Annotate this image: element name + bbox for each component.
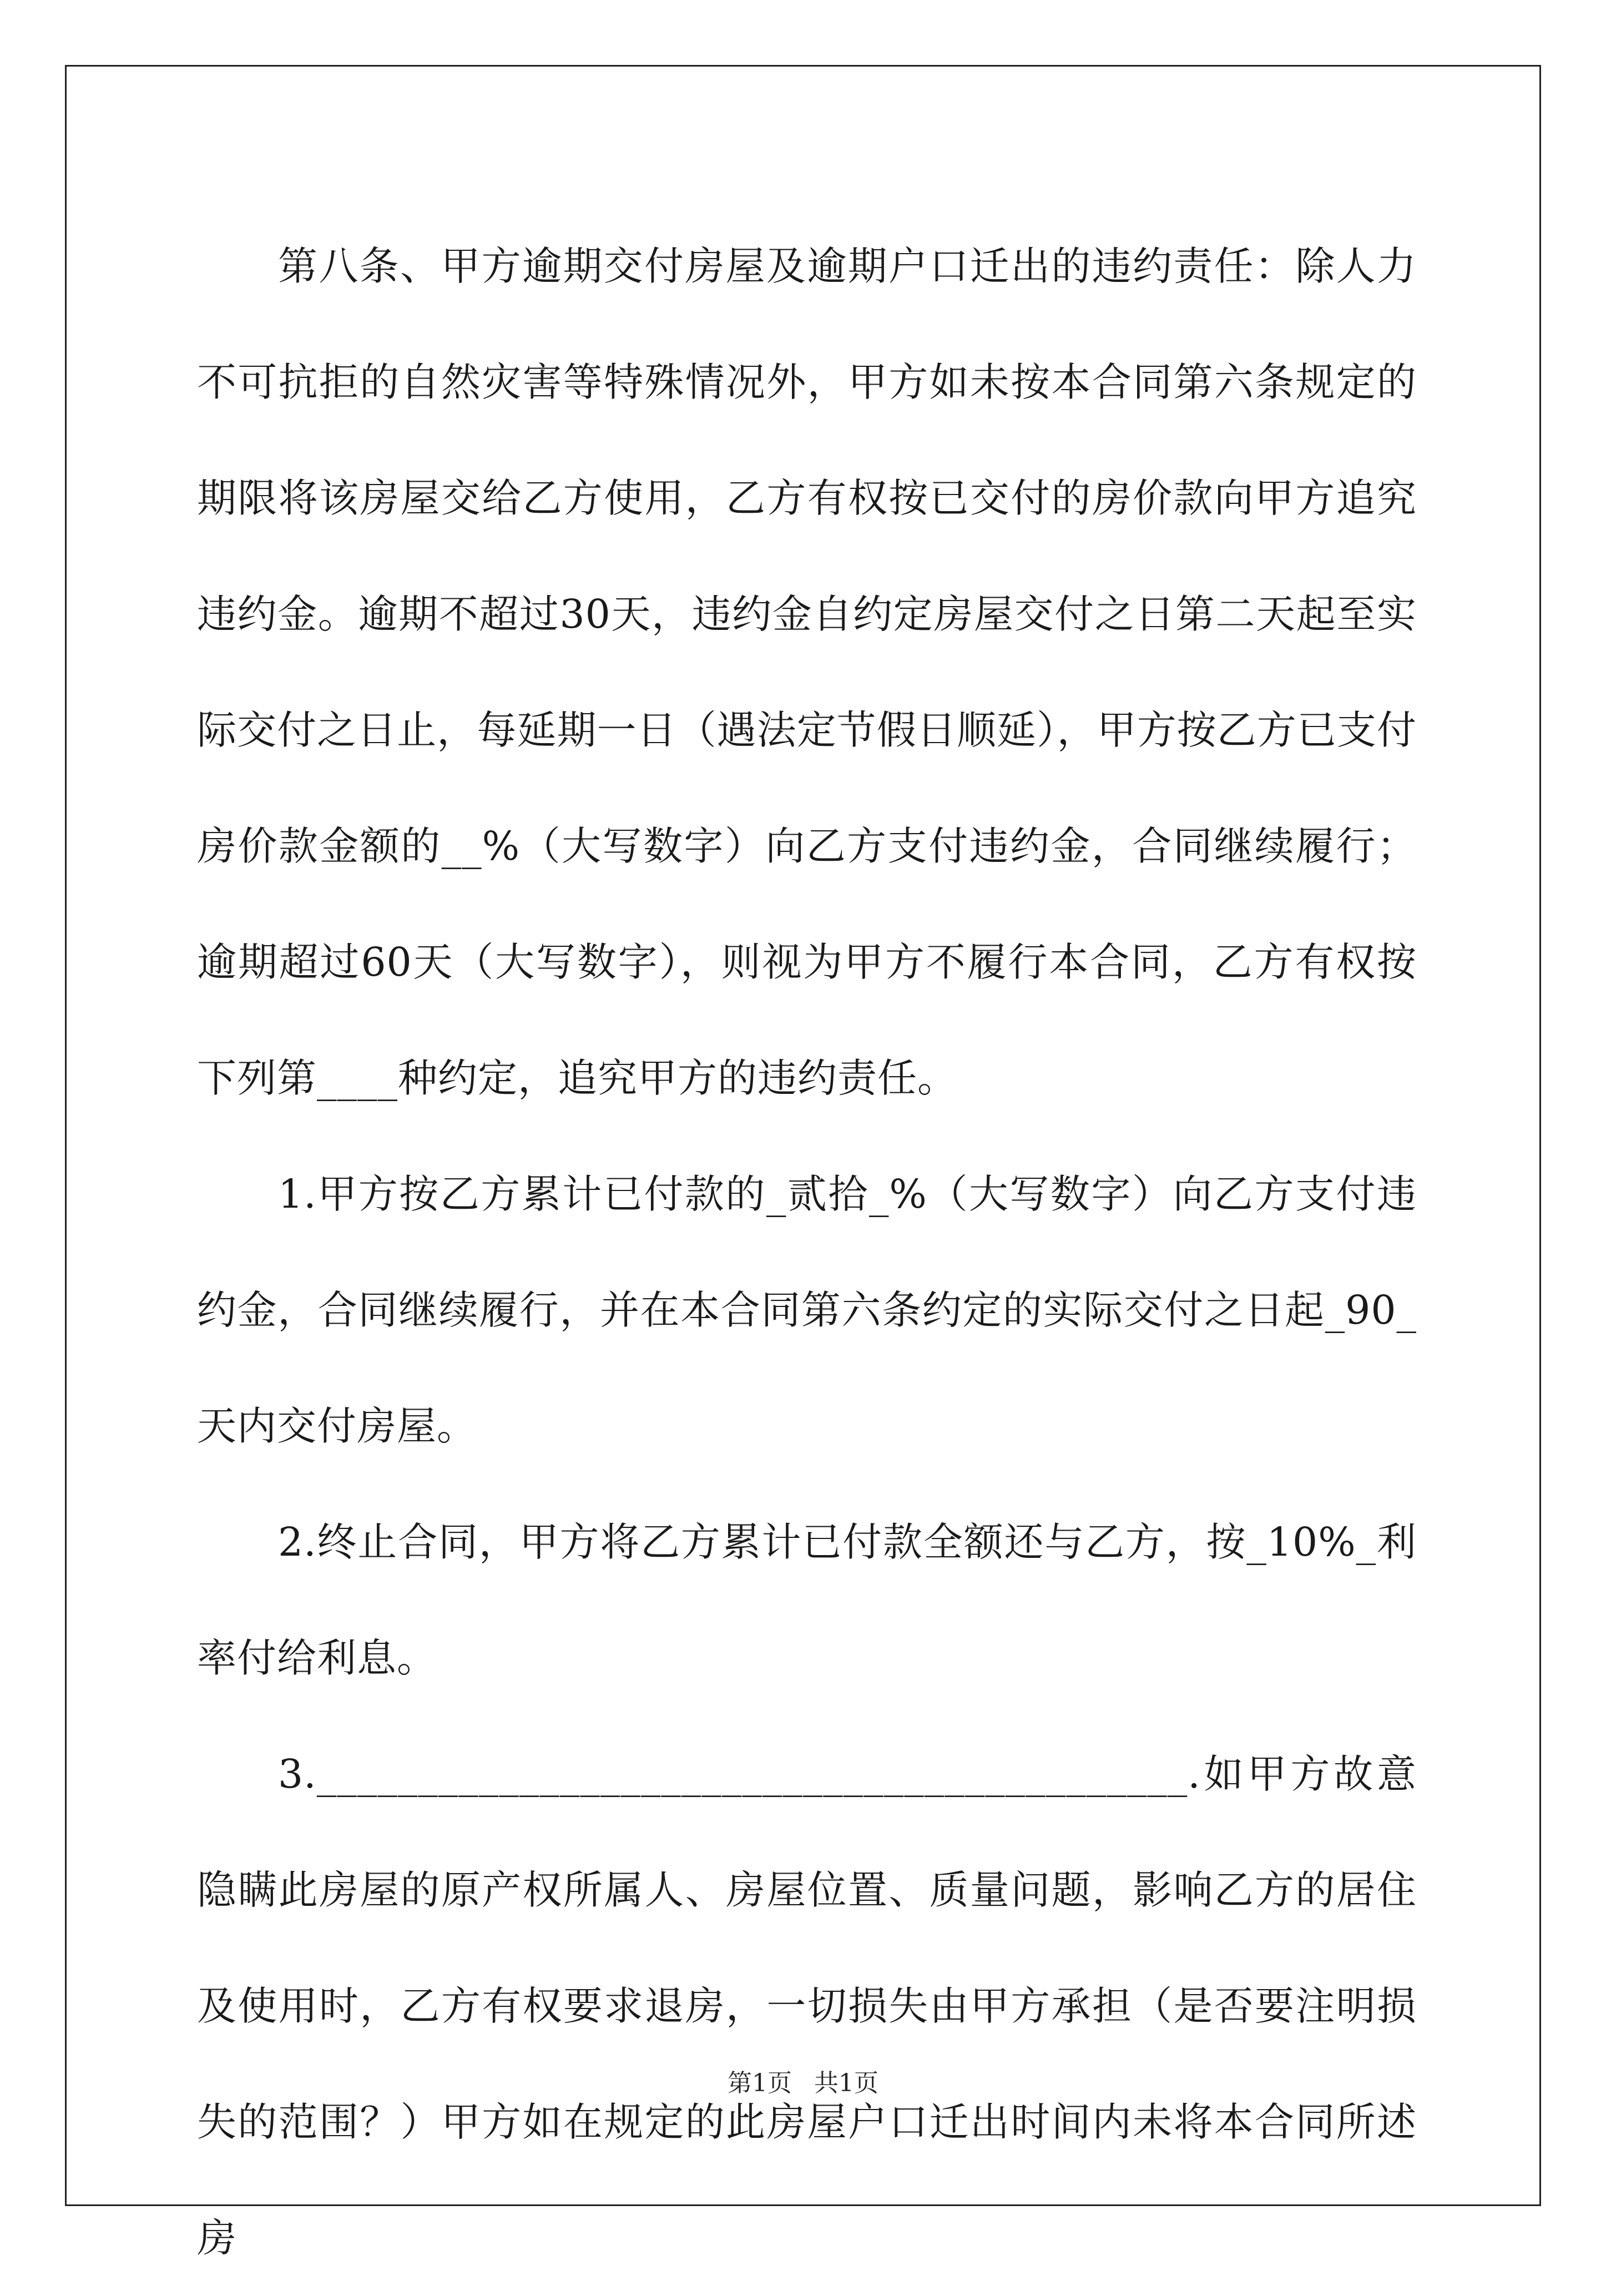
document-body xyxy=(197,208,1417,2296)
clause-1-paragraph: 1.甲方按乙方累计已付款的_贰拾_%（大写数字）向乙方支付违约金，合同继续履行，并在本合同第六条约定的实际交付之日起_90_天内交付房屋。 xyxy=(197,1171,1417,1449)
article-8-paragraph: 第八条、甲方逾期交付房屋及逾期户口迁出的违约责任：除人力不可抗拒的自然灾害等特殊情况外，甲方如未按本合同第六条规定的期限将该房屋交给乙方使用，乙方有权按已交付的房价款向甲方追究违约金。逾期不超过30天，违约金自约定房屋交付之日第二天起至实际交付之日止，每延期一日（遇法定节假日顺延），甲方按乙方已支付房价款金额的__%（大写数字）向乙方支付违约金，合同继续履行；逾期超过60天（大写数字），则视为甲方不履行本合同，乙方有权按下列第____种约定，追究甲方的违约责任。 xyxy=(197,243,1417,1101)
page-footer xyxy=(0,2068,1606,2099)
page-total: 共1页 xyxy=(814,2069,878,2097)
clause-2-paragraph: 2.终止合同，甲方将乙方累计已付款全额还与乙方，按_10%_利率付给利息。 xyxy=(197,1519,1417,1681)
clause-3-paragraph: 3.___________________________________________.如甲方故意隐瞒此房屋的原产权所属人、房屋位置、质量问题，影响乙方的居住及使用时，乙方有权要求退房，一切损失由甲方承担（是否要注明损失的范围？）甲方如在规定的此房屋户口迁出时间内未将本合同所述房 xyxy=(197,1751,1417,2261)
page-number: 第1页 xyxy=(728,2069,792,2097)
